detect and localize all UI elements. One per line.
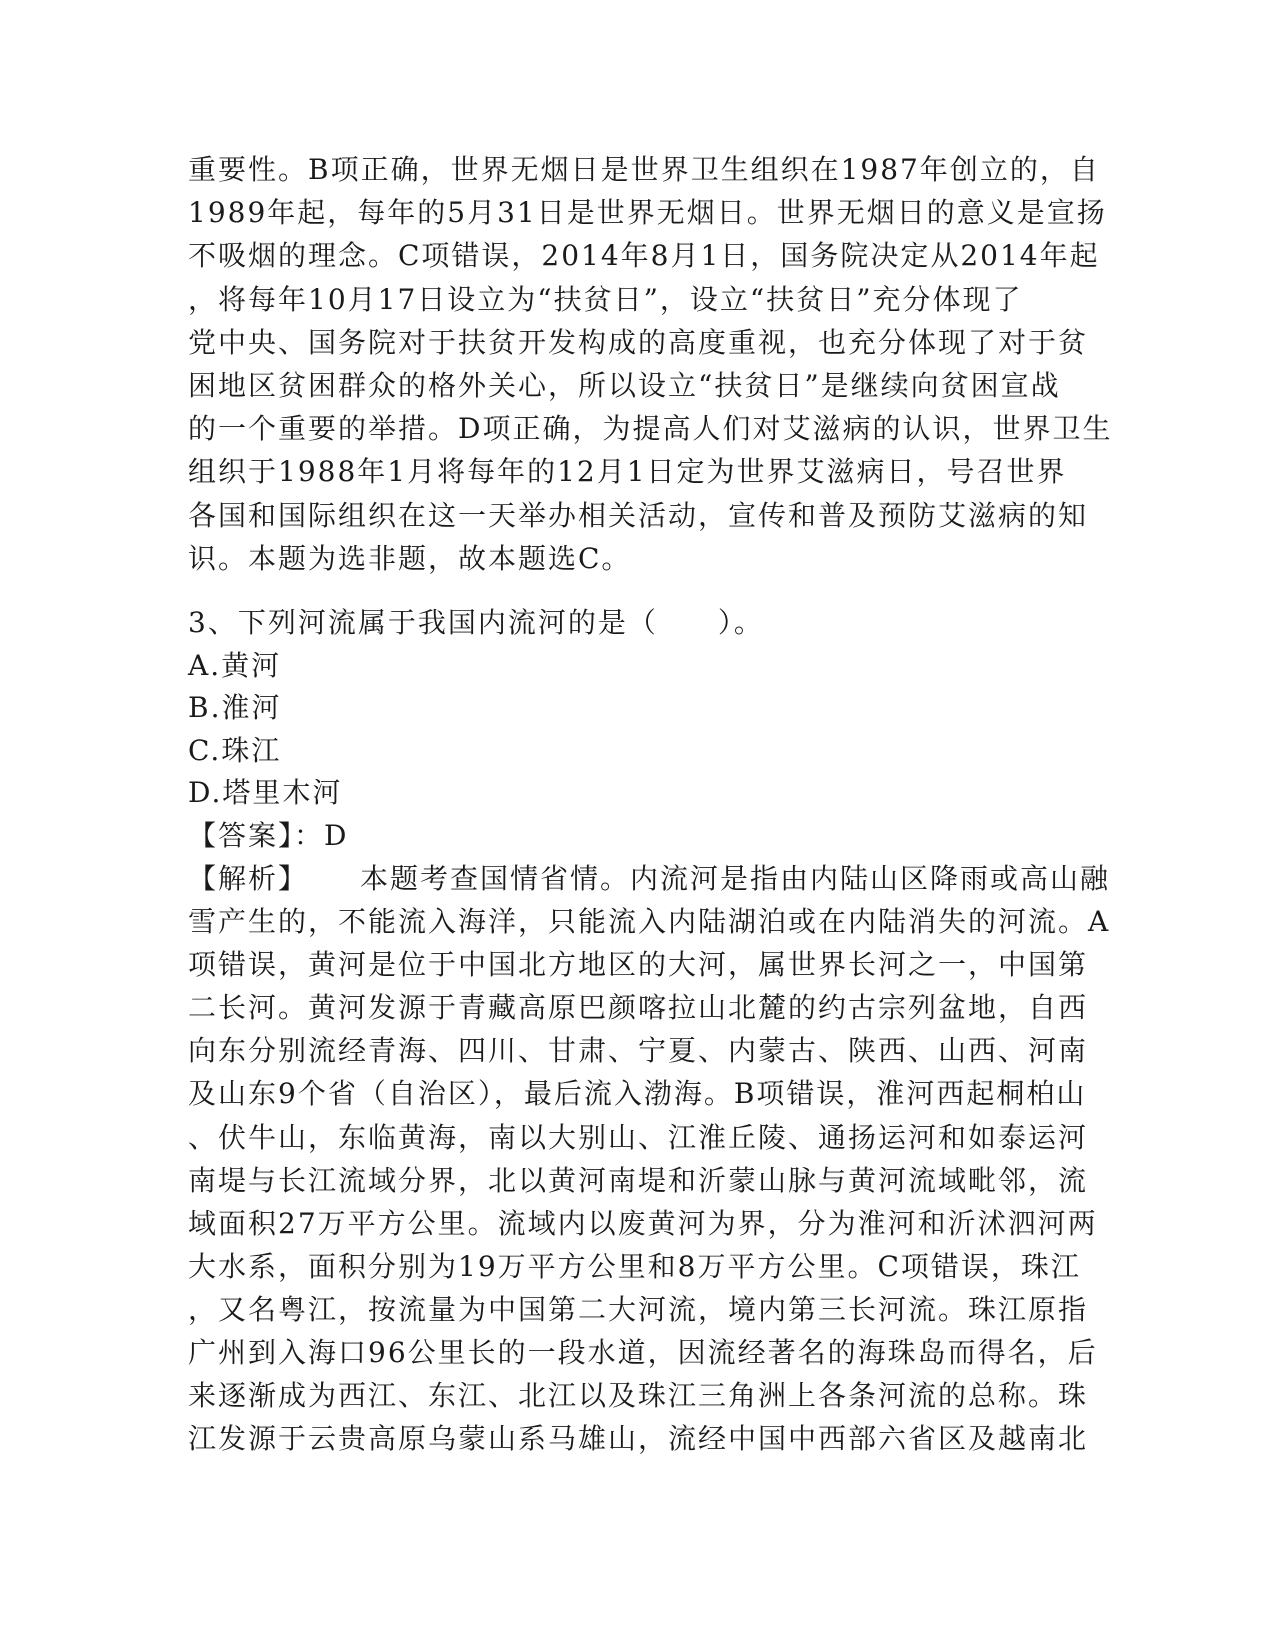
text-line: 大水系，面积分别为19万平方公里和8万平方公里。C项错误，珠江: [188, 1249, 1081, 1283]
analysis-first-line: [188, 857, 1111, 900]
question-stem: 3、下列河流属于我国内流河的是（ ）。: [188, 606, 764, 639]
question-3: [188, 602, 1088, 857]
text-line: 域面积27万平方公里。流域内以废黄河为界，分为淮河和沂沭泗河两: [188, 1206, 1098, 1240]
text-line: 江发源于云贵高原乌蒙山系马雄山，流经中国中西部六省区及越南北: [188, 1422, 1089, 1456]
text-line: 重要性。B项正确，世界无烟日是世界卫生组织在1987年创立的，自: [188, 153, 1100, 186]
analysis-label: 【解析】: [188, 862, 309, 895]
answer-label: 【答案】：: [188, 818, 325, 852]
text-line: 及山东9个省（自治区），最后流入渤海。B项错误，淮河西起桐柏山: [188, 1077, 1087, 1111]
answer-value: D: [324, 818, 349, 852]
text-line: 广州到入海口96公里长的一段水道，因流经著名的海珠岛而得名，后: [188, 1336, 1098, 1370]
text-line: 不吸烟的理念。C项错误，2014年8月1日，国务院决定从2014年起: [188, 239, 1100, 273]
text-line: 组织于1988年1月将每年的12月1日定为世界艾滋病日，号召世界: [188, 455, 1067, 489]
text-line: 雪产生的，不能流入海洋，只能流入内陆湖泊或在内陆消失的河流。A: [188, 905, 1111, 939]
text-line: 各国和国际组织在这一天举办相关活动，宣传和普及预防艾滋病的知: [188, 498, 1089, 532]
analysis-paragraph: [188, 857, 1111, 1460]
answer-line: [188, 815, 1088, 858]
previous-analysis-paragraph: [188, 148, 1113, 580]
option-c: C.珠江: [188, 733, 282, 767]
option-a: A.黄河: [188, 648, 282, 682]
text-line: 向东分别流经青海、四川、甘肃、宁夏、内蒙古、陕西、山西、河南: [188, 1034, 1089, 1068]
text-line: 南堤与长江流域分界，北以黄河南堤和沂蒙山脉与黄河流域毗邻，流: [188, 1163, 1089, 1197]
text-line: 二长河。黄河发源于青藏高原巴颜喀拉山北麓的约古宗列盆地，自西: [188, 991, 1089, 1025]
text-line: 1989年起，每年的5月31日是世界无烟日。世界无烟日的意义是宣扬: [188, 196, 1107, 230]
text-line: 困地区贫困群众的格外关心，所以设立“扶贫日”是继续向贫困宣战: [188, 368, 1061, 402]
text-line: 、伏牛山，东临黄海，南以大别山、江淮丘陵、通扬运河和如泰运河: [188, 1120, 1089, 1154]
text-line: ，将每年10月17日设立为“扶贫日”，设立“扶贫日”充分体现了: [188, 282, 1023, 316]
text-line: 的一个重要的举措。D项正确，为提高人们对艾滋病的认识，世界卫生: [188, 412, 1113, 446]
text-line: 识。本题为选非题，故本题选C。: [188, 541, 632, 575]
option-d: D.塔里木河: [188, 776, 343, 809]
option-b: B.淮河: [188, 691, 282, 724]
analysis-intro: 本题考查国情省情。内流河是指由内陆山区降雨或高山融: [360, 862, 1111, 895]
text-line: 来逐渐成为西江、东江、北江以及珠江三角洲上各条河流的总称。珠: [188, 1379, 1089, 1413]
text-line: ，又名粤江，按流量为中国第二大河流，境内第三长河流。珠江原指: [188, 1292, 1089, 1326]
text-line: 党中央、国务院对于扶贫开发构成的高度重视，也充分体现了对于贫: [188, 325, 1089, 359]
text-line: 项错误，黄河是位于中国北方地区的大河，属世界长河之一，中国第: [188, 948, 1089, 982]
